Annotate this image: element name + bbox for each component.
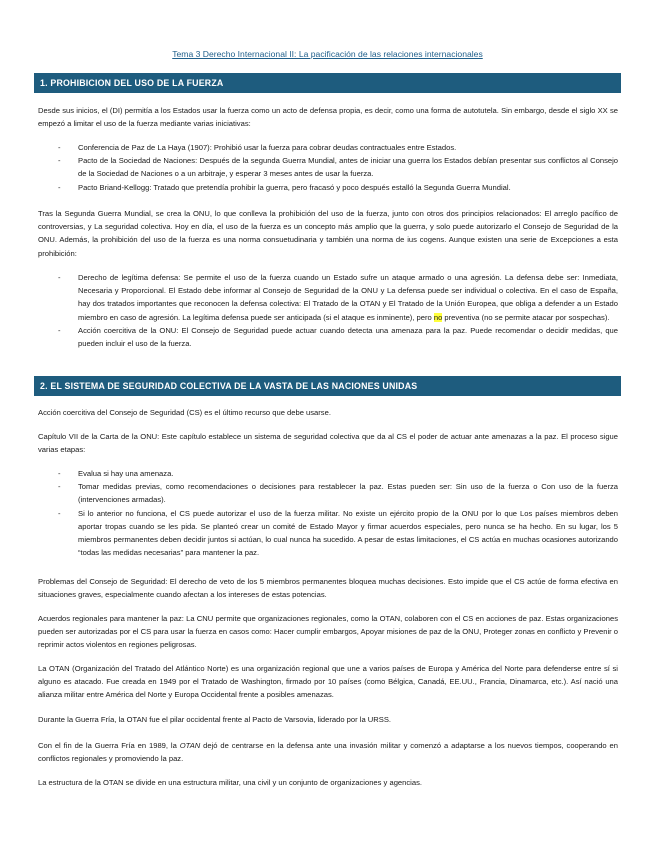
list-item: - Si lo anterior no funciona, el CS puede autorizar el uso de la fuerza militar. No existe un ejército propio de la ONU por lo que Los países miembros deben aportar tropas cuando se les pida. Se planteó crear un comité de Estado Mayor y firmar acuerdos especiales, pero nunca se ha hecho. En su lugar, los 5 miembros permanentes deben decidir juntos si actúan, lo cual nunca ha sucedido. A pesar de estas limitaciones, el CS actúa en muchas ocasiones autorizando “todas las medidas necesarias” para mantener la paz. [58, 508, 618, 558]
list-dash: - [58, 469, 61, 478]
list-dash: - [58, 156, 61, 166]
section2-p1: Acción coercitiva del Consejo de Seguridad (CS) es el último recurso que debe usarse. [38, 408, 331, 417]
section2-p2: Capítulo VII de la Carta de la ONU: Este capítulo establece un sistema de seguridad colectiva que da al CS el poder de actuar ante amenazas a la paz. El proceso sigue varias etapas: [38, 432, 618, 455]
list-item: - Pacto de la Sociedad de Naciones: Después de la segunda Guerra Mundial, antes de iniciar una guerra los Estados debían presentar sus conflictos al Consejo de la Sociedad de Naciones o a un arbitraje, y esperar 3 meses antes de usar la fuerza. [58, 156, 618, 179]
list-item: - Pacto Briand-Kellogg: Tratado que pretendía prohibir la guerra, pero fracasó y poco después estalló la Segunda Guerra Mundial. [38, 181, 618, 194]
initiatives-list [38, 141, 618, 194]
list-dash: - [58, 182, 61, 192]
list-dash: - [58, 325, 61, 335]
document-title[interactable]: Tema 3 Derecho Internacional II: La pacificación de las relaciones internacionales [172, 49, 483, 59]
steps-list [38, 467, 618, 559]
list-item: - Evalua si hay una amenaza. [38, 467, 618, 480]
list-dash: - [58, 482, 61, 492]
list-dash: - [58, 508, 61, 518]
section-heading-1: 1. PROHIBICION DEL USO DE LA FUERZA [34, 73, 621, 93]
list-dash: - [58, 143, 61, 152]
list-item: - Acción coercitiva de la ONU: El Consejo de Seguridad puede actuar cuando detecta una amenaza para la paz. Puede recomendar o decidir medidas, que pueden incluir el uso de la fuerza. [58, 325, 618, 349]
list-item: - Tomar medidas previas, como recomendaciones o decisiones para restablecer la paz. Estas pueden ser: Sin uso de la fuerza o Con uso de la fuerza (intervenciones armadas). [58, 482, 618, 505]
exceptions-list [38, 271, 618, 350]
section2-p8: La estructura de la OTAN se divide en una estructura militar, una civil y un conjunto de organizaciones y agencias. [38, 778, 422, 787]
section2-p5: La OTAN (Organización del Tratado del Atlántico Norte) es una organización regional que une a varios países de Europa y América del Norte para defenderse entre sí si alguno es atacado. Fue creada en 1949 por el Tratado de Washington, firmado por 10 países (como Bélgica, Canadá, EE.UU., Francia, Dinamarca, etc.). Así nació una alianza militar entre América del Norte y Europa Occidental frente a posibles amenazas. [38, 664, 618, 700]
highlighted-word: no [433, 312, 443, 322]
section2-p3: Problemas del Consejo de Seguridad: El derecho de veto de los 5 miembros permanentes bloquea muchas decisiones. Esto impide que el CS actúe de forma efectiva en situaciones graves, especialmente cuando afectan a los intereses de estas potencias. [38, 577, 618, 600]
section1-intro: Desde sus inicios, el (DI) permitía a los Estados usar la fuerza como un acto de defensa propia, es decir, como una forma de autotutela. Sin embargo, desde el siglo XX se empezó a limitar el uso de la fuerza mediante varias iniciativas: [38, 106, 618, 129]
section2-p6: Durante la Guerra Fría, la OTAN fue el pilar occidental frente al Pacto de Varsovia, liderado por la URSS. [38, 715, 391, 724]
onu-paragraph: Tras la Segunda Guerra Mundial, se crea la ONU, lo que conlleva la prohibición del uso de la fuerza, junto con otros dos principios relacionados: El arreglo pacífico de controversias, y La seguridad colectiva. Hoy en día, el uso de la fuerza es un concepto más amplio que la guerra, y solo puede autorizarlo el Consejo de Seguridad de la ONU. Además, la prohibición del uso de la fuerza es una norma consuetudinaria y también una norma de ius cogens. Aunque existen una serie de Excepciones a esta prohibición: [38, 209, 618, 258]
list-item: - Conferencia de Paz de La Haya (1907): Prohibió usar la fuerza para cobrar deudas contractuales entre Estados. [38, 141, 618, 154]
section-heading-2: 2. EL SISTEMA DE SEGURIDAD COLECTIVA DE LA VASTA DE LAS NACIONES UNIDAS [34, 376, 621, 396]
section2-p4: Acuerdos regionales para mantener la paz: La CNU permite que organizaciones regionales, como la OTAN, colaboren con el CS en acciones de paz. Estas organizaciones pueden ser autorizadas por el CS para usar la fuerza en casos como: Hacer cumplir embargos, Apoyar misiones de paz de la ONU, Proteger zonas en conflicto y Prevenir o reprimir actos violentos en regiones peligrosas. [38, 614, 618, 650]
list-dash: - [58, 273, 61, 282]
section2-p7: Con el fin de la Guerra Fría en 1989, la OTAN dejó de centrarse en la defensa ante una invasión militar y comenzó a adaptarse a los nuevos tiempos, cooperando en conflictos regionales y promoviendo la paz. [38, 741, 618, 764]
list-item: - Derecho de legítima defensa: Se permite el uso de la fuerza cuando un Estado sufre un ataque armado o una agresión. La defensa debe ser: Inmediata, Necesaria y Proporcional. El Estado debe informar al Consejo de Seguridad de la ONU y La defensa puede ser individual o colectiva. En el caso de España, hay dos tratados importantes que reconocen la defensa colectiva: El Tratado de la OTAN y El Tratado de la Unión Europea, que obliga a defender a un Estado miembro en caso de agresión. La legítima defensa puede ser anticipada (si el ataque es inminente), pero no preventiva (no se permite atacar por sospechas). [58, 273, 618, 322]
otan-italic: OTAN [179, 741, 201, 750]
